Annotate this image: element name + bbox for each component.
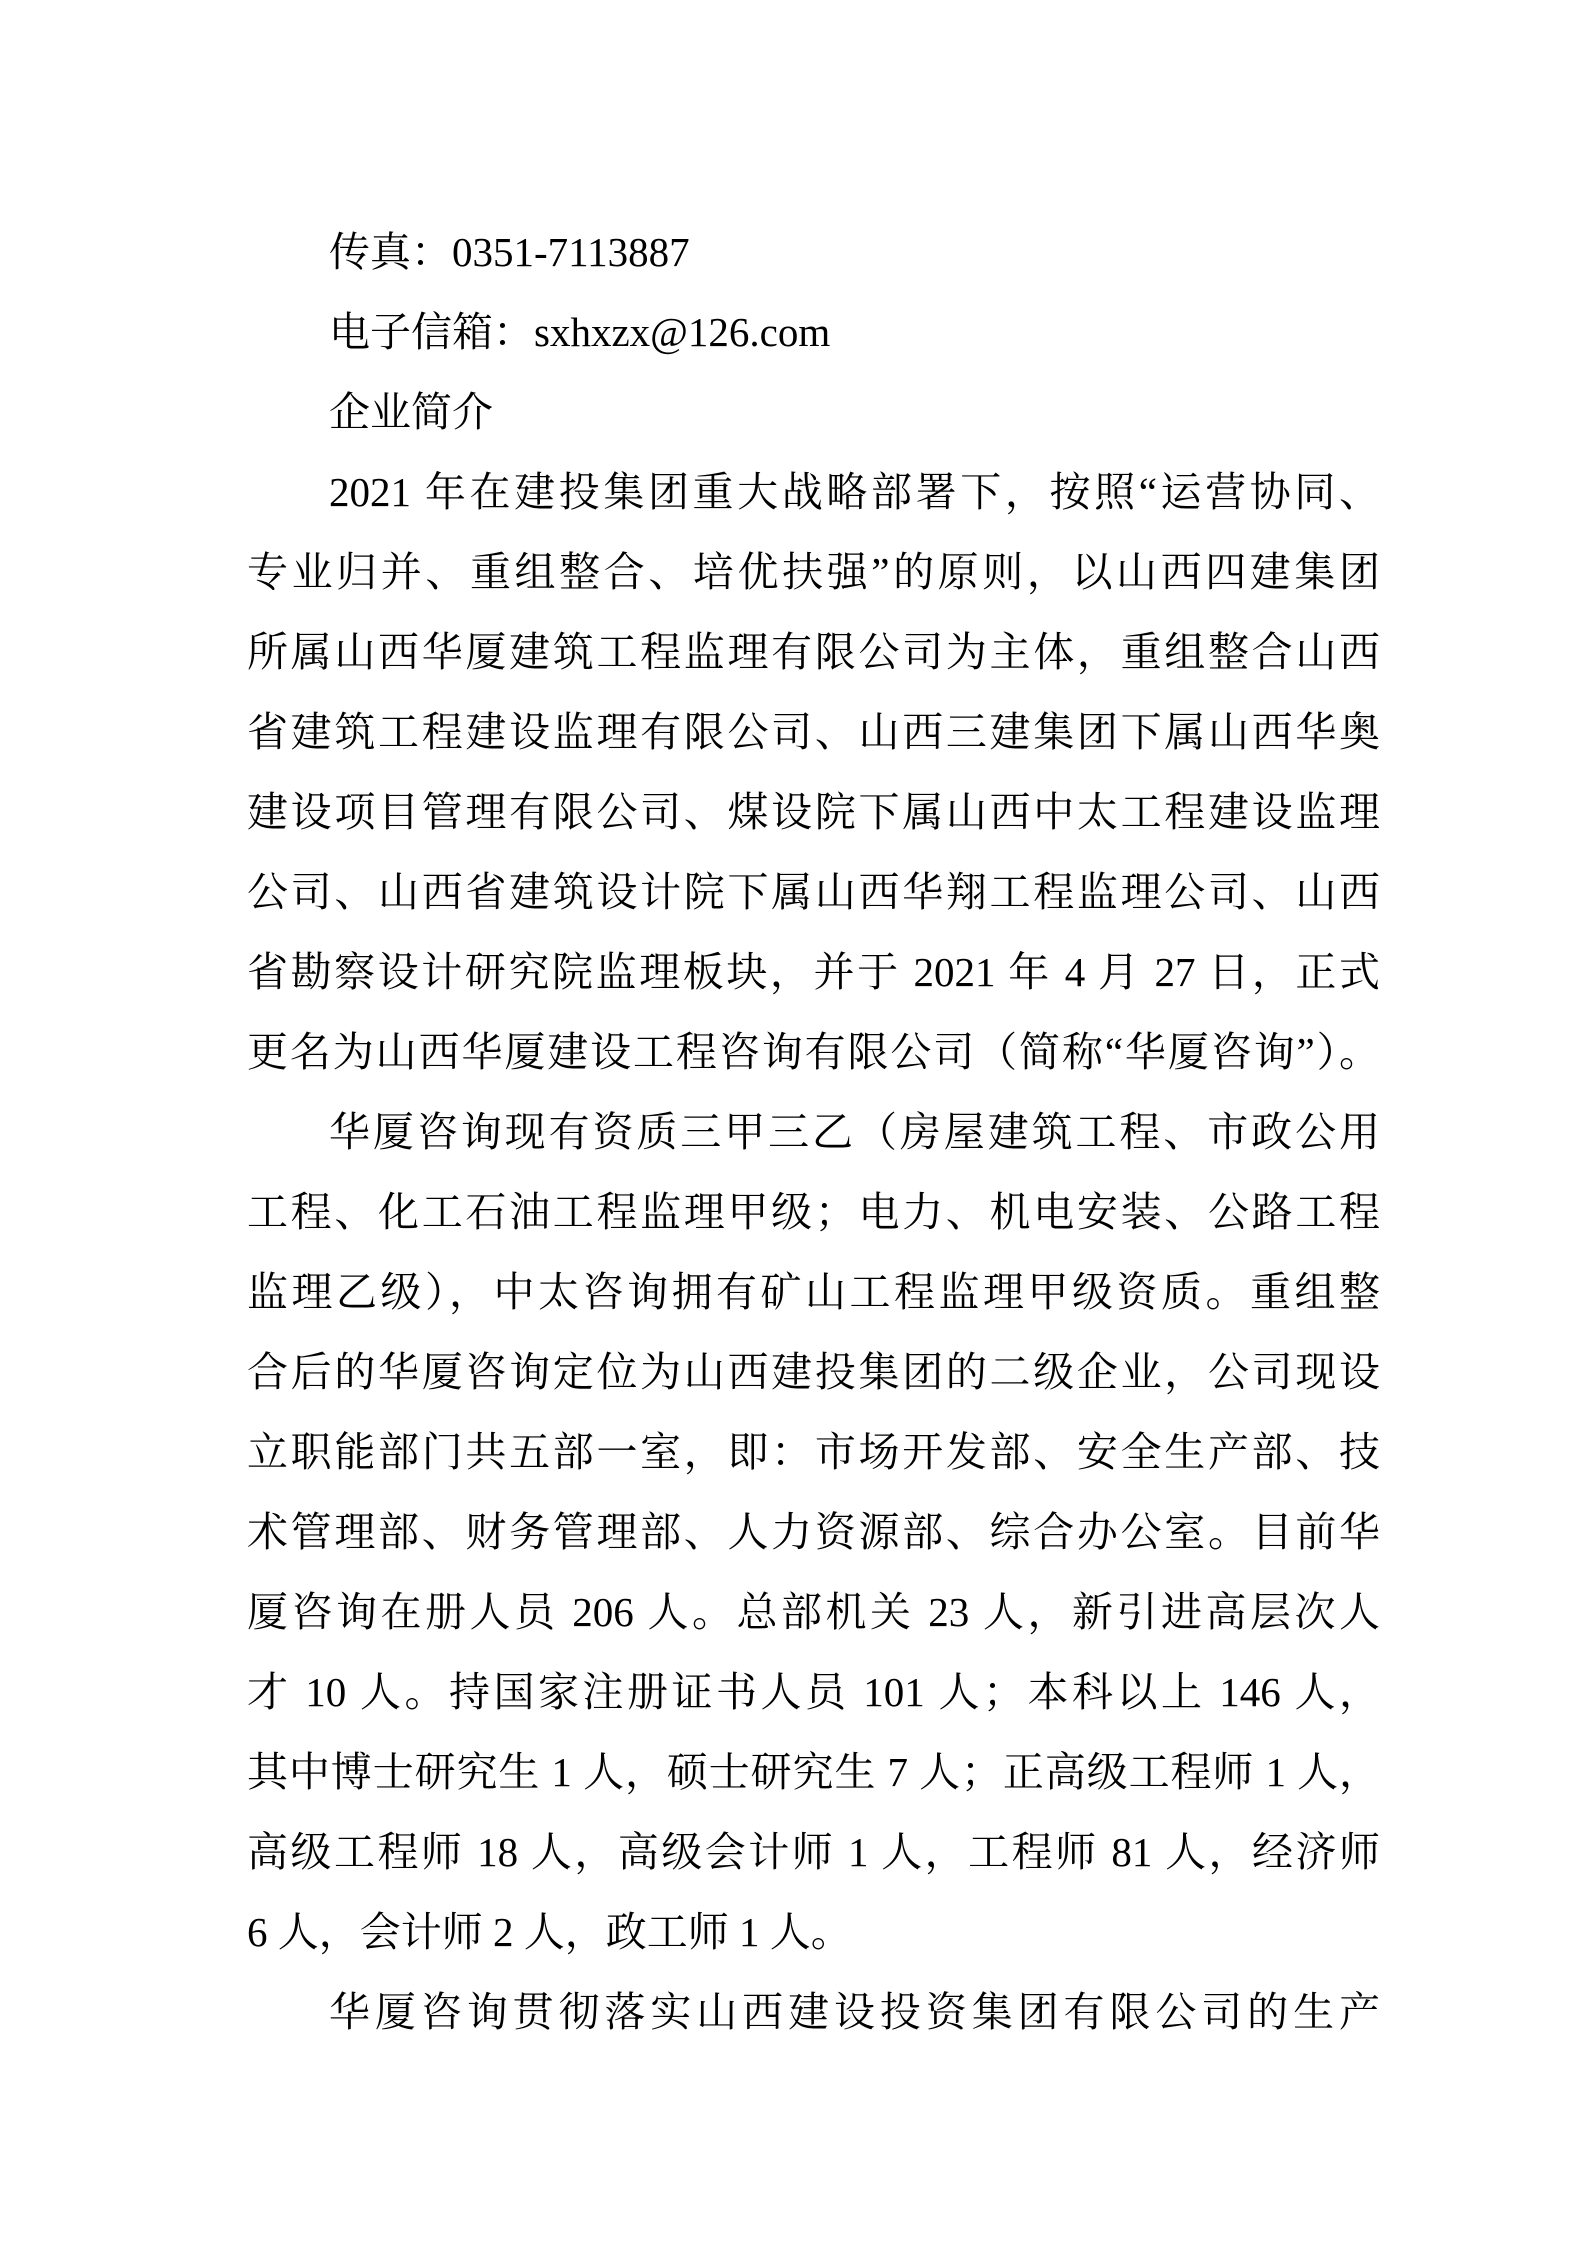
text-line: 省建筑工程建设监理有限公司、山西三建集团下属山西华奥: [247, 709, 1380, 755]
text-line: 术管理部、财务管理部、人力资源部、综合办公室。目前华: [247, 1509, 1380, 1555]
text-line: 专业归并、重组整合、培优扶强”的原则，以山西四建集团: [247, 549, 1380, 595]
text-line: 合后的华厦咨询定位为山西建投集团的二级企业，公司现设: [247, 1349, 1380, 1395]
text-line: 更名为山西华厦建设工程咨询有限公司（简称“华厦咨询”）。: [247, 1029, 1380, 1075]
text-line: 6 人，会计师 2 人，政工师 1 人。: [247, 1909, 852, 1955]
text-line: 其中博士研究生 1 人，硕士研究生 7 人；正高级工程师 1 人，: [247, 1749, 1380, 1795]
text-line: 电子信箱：sxhxzx@126.com: [329, 309, 831, 355]
text-line: 厦咨询在册人员 206 人。总部机关 23 人，新引进高层次人: [247, 1589, 1380, 1635]
text-line: 监理乙级），中太咨询拥有矿山工程监理甲级资质。重组整: [247, 1269, 1380, 1315]
text-line: 公司、山西省建筑设计院下属山西华翔工程监理公司、山西: [247, 869, 1380, 915]
text-line: 企业简介: [329, 389, 493, 435]
text-line: 传真：0351-7113887: [329, 229, 690, 275]
text-line: 省勘察设计研究院监理板块，并于 2021 年 4 月 27 日，正式: [247, 949, 1380, 995]
text-line: 华厦咨询现有资质三甲三乙（房屋建筑工程、市政公用: [329, 1109, 1380, 1155]
text-line: 高级工程师 18 人，高级会计师 1 人，工程师 81 人，经济师: [247, 1829, 1380, 1875]
text-line: 2021 年在建投集团重大战略部署下，按照“运营协同、: [329, 469, 1380, 515]
text-line: 建设项目管理有限公司、煤设院下属山西中太工程建设监理: [247, 789, 1380, 835]
text-line: 立职能部门共五部一室，即：市场开发部、安全生产部、技: [247, 1429, 1380, 1475]
document-body: [247, 212, 1380, 2052]
text-line: 华厦咨询贯彻落实山西建设投资集团有限公司的生产: [329, 1989, 1380, 2035]
text-line: 工程、化工石油工程监理甲级；电力、机电安装、公路工程: [247, 1189, 1380, 1235]
text-line: 所属山西华厦建筑工程监理有限公司为主体，重组整合山西: [247, 629, 1380, 675]
text-line: 才 10 人。持国家注册证书人员 101 人；本科以上 146 人，: [247, 1669, 1380, 1715]
